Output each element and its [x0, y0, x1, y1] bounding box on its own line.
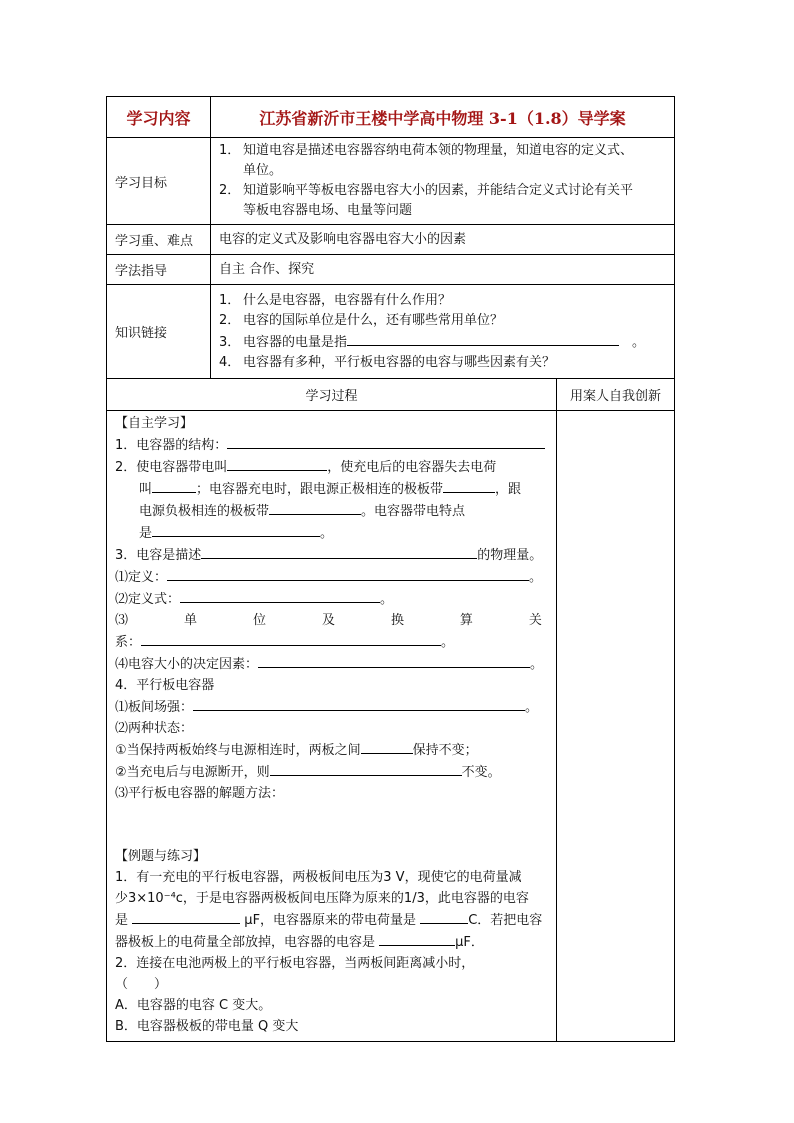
keypoints-content: 电容的定义式及影响电容器电容大小的因素: [211, 225, 675, 255]
knowledge-item: 2． 电容的国际单位是什么，还有哪些常用单位？: [219, 312, 504, 328]
worksheet-table: [106, 96, 675, 1042]
blank-line[interactable]: [420, 909, 468, 924]
option-a: A．电容器的电容 C 变大。: [115, 998, 272, 1013]
knowledge-content: [211, 285, 675, 379]
blank-line[interactable]: [152, 478, 196, 493]
keypoints-label: 学习重、难点: [107, 225, 211, 255]
goal-item: 2． 知道影响平等板电容器电容大小的因素，并能结合定义式讨论有关平 等板电容器电场、电量等问题: [219, 183, 634, 218]
method-label: 学法指导: [107, 255, 211, 285]
knowledge-item: 1． 什么是电容器，电容器有什么作用？: [219, 292, 452, 308]
blank-line[interactable]: [347, 331, 619, 346]
blank-line[interactable]: [379, 931, 455, 946]
blank-line[interactable]: [193, 696, 525, 711]
document-title: 江苏省新沂市王楼中学高中物理 3-1（1.8）导学案: [211, 97, 675, 138]
goal-item: 1． 知道电容是描述电容器容纳电荷本领的物理量，知道电容的定义式、 单位。: [219, 143, 634, 178]
blank-line[interactable]: [152, 522, 320, 537]
blank-line[interactable]: [227, 434, 545, 449]
blank-line[interactable]: [361, 739, 413, 754]
blank-line[interactable]: [180, 588, 380, 603]
option-b: B．电容器极板的带电量 Q 变大: [115, 1019, 299, 1034]
knowledge-item: 4． 电容器有多种，平行板电容器的电容与哪些因素有关？: [219, 354, 556, 370]
blank-line[interactable]: [132, 909, 240, 924]
goals-label: 学习目标: [107, 138, 211, 225]
blank-line[interactable]: [141, 631, 441, 646]
method-content: 自主 合作、探究: [211, 255, 675, 285]
blank-line[interactable]: [201, 544, 477, 559]
header-label: 学习内容: [107, 97, 211, 138]
knowledge-item: 3． 电容器的电量是指 。: [219, 331, 668, 353]
goals-content: [211, 138, 675, 225]
blank-line[interactable]: [258, 653, 530, 668]
examples-heading: 【例题与练习】: [115, 849, 207, 864]
blank-line[interactable]: [270, 761, 462, 776]
blank-line[interactable]: [227, 456, 327, 471]
spread-line: ⑶ 单 位 及 换 算 关: [115, 613, 542, 628]
blank-line[interactable]: [269, 500, 361, 515]
process-header: 学习过程: [107, 379, 557, 411]
self-study-heading: 【自主学习】: [115, 416, 194, 431]
innovation-header: 用案人自我创新: [557, 379, 675, 411]
knowledge-label: 知识链接: [107, 285, 211, 379]
blank-line[interactable]: [443, 478, 495, 493]
innovation-column[interactable]: [557, 411, 675, 1042]
blank-line[interactable]: [167, 566, 529, 581]
process-content: 【自主学习】 1．电容器的结构： 2．使电容器带电叫 ，使充电后的电容器失去电荷 叫 ；电容器充电时，跟电源正极相连的极板带 ，跟 电源负极相连的极板带 。电容器带电特点 是 。 3．电容是描述 的物理量。 ⑴定义： 。 ⑵定义式： 。 ⑶ 单 位 及 换 算 关 系： 。 ⑷电容大小的决定因素： 。 4．平行板电容器 ⑴板间场强： 。 ⑵两种状态： ①当保持两板始终与电源相连时，两板之间 保持不变； ②当充电后与电源断开，则 不变。 ⑶平行板电容器的解题方法： 【例题与练习】 1．有一充电的平行板电容器，两极板间电压为3 V，现使它的电荷量减 少3×10⁻⁴c，于是电容器两极板间电压降为原来的1/3，此电容器的电容 是 μF，电容器原来的带电荷量是 C．若把电容 器极板上的电荷量全部放掉，电容器的电容是 μF． 2．连接在电池两极上的平行板电容器，当两板间距离减小时， （ ） A．电容器的电容 C 变大。 B．电容器极板的带电量 Q 变大: [107, 411, 557, 1042]
